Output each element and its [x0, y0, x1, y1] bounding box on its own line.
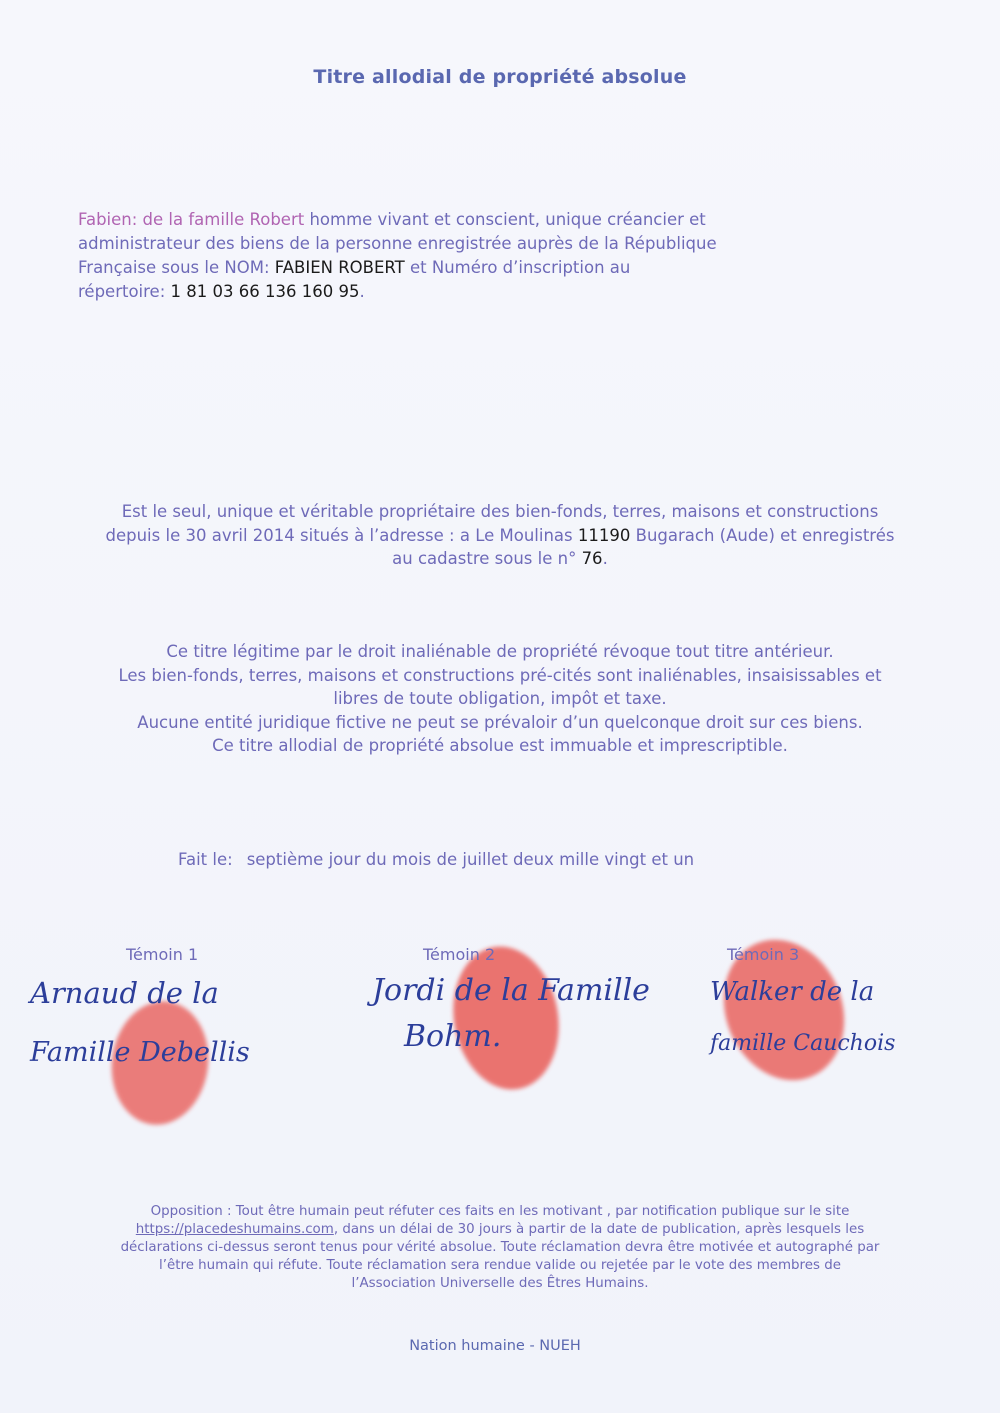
witness-1-label: Témoin 1: [126, 945, 199, 964]
witness-1-signature-line-1: Arnaud de la: [30, 976, 219, 1010]
opposition-line-2: [60, 1221, 940, 1239]
opposition-line-1: Opposition : Tout être humain peut réfuter ces faits en les motivant , par notification publique sur le site: [150, 1204, 850, 1219]
document-title: Titre allodial de propriété absolue: [313, 66, 687, 88]
declaration-line-1: Ce titre légitime par le droit inaliénable de propriété révoque tout titre antérieur.: [166, 642, 834, 661]
witness-3-signature-line-1: Walker de la: [710, 977, 875, 1007]
owner-name: Fabien: de la famille Robert: [78, 210, 305, 229]
postal-code: 11190: [577, 525, 631, 545]
declaration-line-3: libres de toute obligation, impôt et taxe.: [333, 689, 667, 708]
witness-2-signature-line-2: Bohm.: [404, 1019, 502, 1054]
footer-nation: Nation humaine - NUEH: [409, 1338, 581, 1354]
ownership-line-2b: Bugarach (Aude) et enregistrés: [630, 525, 895, 545]
witness-3-label: Témoin 3: [727, 945, 800, 964]
opposition-line-4: l’être humain qui réfute. Toute réclamation sera rendue valide ou rejetée par le vote des membres de: [159, 1258, 841, 1273]
opposition-line-3: déclarations ci-dessus seront tenus pour vérité absolue. Toute réclamation devra être motivée et autographé par: [120, 1240, 880, 1255]
witness-3-signature-line-2: famille Cauchois: [710, 1031, 896, 1056]
registry-number: 1 81 03 66 136 160 95: [170, 282, 360, 301]
intro-text-3: .: [359, 282, 365, 301]
date-label: Fait le:: [178, 850, 233, 869]
opposition-notice: [60, 1203, 940, 1293]
ownership-line-2a: depuis le 30 avril 2014 situés à l’adresse : a Le Moulinas: [105, 525, 578, 545]
ownership-line-1: Est le seul, unique et véritable propriétaire des bien-fonds, terres, maisons et constructions: [121, 502, 879, 521]
opposition-line-2-text: , dans un délai de 30 jours à partir de la date de publication, après lesquels les: [333, 1222, 865, 1237]
parcel-number: 76: [581, 549, 603, 568]
opposition-line-5: l’Association Universelle des Êtres Humains.: [351, 1276, 649, 1291]
intro-text-2: et Numéro d’inscription au répertoire:: [78, 258, 631, 301]
declaration-line-2: Les bien-fonds, terres, maisons et constructions pré-cités sont inaliénables, insaisissables et: [118, 665, 882, 685]
declaration-line-5: Ce titre allodial de propriété absolue est immuable et imprescriptible.: [212, 736, 788, 755]
declaration-line-4: Aucune entité juridique fictive ne peut se prévaloir d’un quelconque droit sur ces biens.: [137, 712, 863, 732]
witness-2-signature-line-1: Jordi de la Famille: [372, 973, 650, 1008]
witness-1-signature-line-2: Famille Debellis: [30, 1037, 250, 1068]
ownership-line-3a: au cadastre sous le n°: [392, 549, 582, 568]
intro-text-1: homme vivant et conscient, unique créancier et administrateur des biens de la personne enregistrée auprès de la République Française sous le NOM:: [78, 210, 717, 277]
registered-name: FABIEN ROBERT: [274, 258, 405, 277]
witness-2-label: Témoin 2: [423, 945, 496, 964]
ownership-line-3b: .: [602, 549, 608, 568]
date-value: septième jour du mois de juillet deux mille vingt et un: [246, 850, 695, 869]
site-link[interactable]: https://placedeshumains.com: [135, 1222, 334, 1237]
